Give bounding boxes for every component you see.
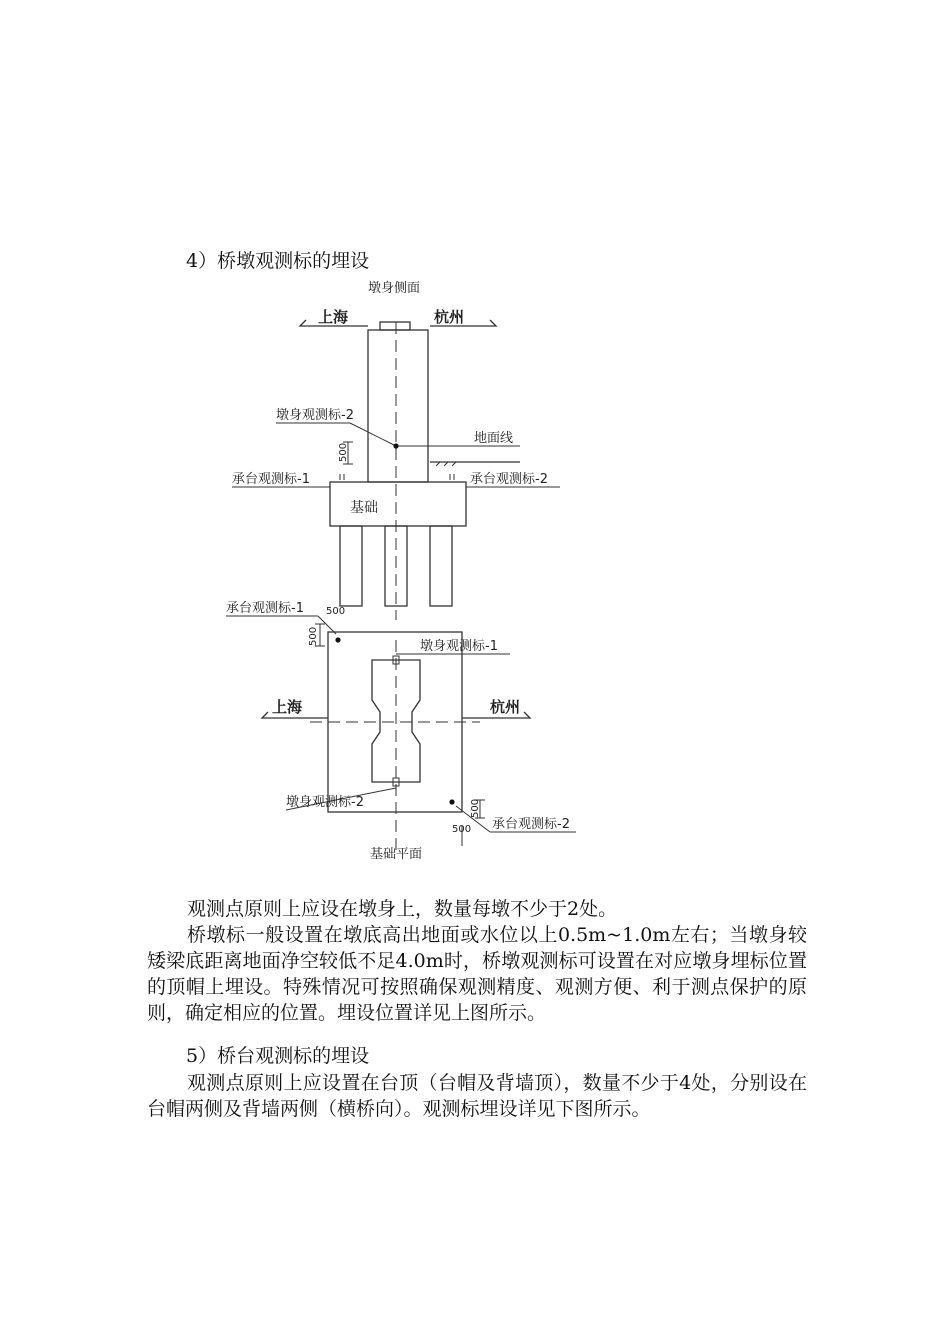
cap-marker-2-dot <box>449 799 454 804</box>
plan-pier-marker-2-label: 墩身观测标-2 <box>286 795 364 810</box>
paragraph-pier-marker-placement: 桥墩标一般设置在墩底高出地面或水位以上0.5m~1.0m左右；当墩身较矮梁底距离地面净空较低不足4.0m时，桥墩观测标可设置在对应墩身埋标位置的顶帽上埋设。特殊情况可按照确保观测精度、观测方便、利于测点保护的原则，确定相应的位置。埋设位置详见上图所示。 <box>147 924 807 1024</box>
plan-dir-left: 上海 <box>272 698 303 716</box>
plan-cap-marker-2-label: 承台观测标-2 <box>492 817 570 832</box>
pier-body <box>368 330 428 482</box>
pier-marker-2-dot <box>393 443 398 448</box>
plan-cap-marker-1-label: 承台观测标-1 <box>226 601 304 616</box>
plan-dim-a: 500 <box>326 606 346 617</box>
foundation-label: 基础 <box>350 500 378 516</box>
section-4-heading: 4）桥墩观测标的埋设 <box>186 250 370 272</box>
side-dir-left: 上海 <box>318 308 349 326</box>
pier-top-cap <box>380 322 410 330</box>
pile-right <box>430 526 452 606</box>
paragraph-abutment-markers: 观测点原则上应设置在台顶（台帽及背墙顶），数量不少于4处，分别设在台帽两侧及背墙两侧（横桥向）。观测标埋设详见下图所示。 <box>147 1072 807 1120</box>
side-view-title: 墩身侧面 <box>368 281 421 296</box>
plan-view-title: 基础平面 <box>370 847 423 862</box>
plan-dim-d: 500 <box>452 824 472 835</box>
plan-pier-marker-1-label: 墩身观测标-1 <box>420 639 498 654</box>
section-5-heading: 5）桥台观测标的埋设 <box>186 1045 370 1067</box>
side-dim-500: 500 <box>338 442 349 462</box>
cap-marker-1-dot <box>335 637 340 642</box>
pier-monitoring-diagram <box>0 270 950 880</box>
ground-line-label: 地面线 <box>474 431 514 446</box>
plan-dim-c: 500 <box>470 798 481 818</box>
side-cap-marker-1-label: 承台观测标-1 <box>232 472 310 487</box>
side-cap-marker-2-label: 承台观测标-2 <box>470 472 548 487</box>
paragraph-pier-count: 观测点原则上应设在墩身上，数量每墩不少于2处。 <box>187 898 618 920</box>
side-dir-right: 杭州 <box>434 308 465 326</box>
plan-dim-b: 500 <box>308 626 319 646</box>
pile-left <box>340 526 362 606</box>
side-pier-marker-label: 墩身观测标-2 <box>276 408 354 423</box>
plan-dir-right: 杭州 <box>490 698 521 716</box>
